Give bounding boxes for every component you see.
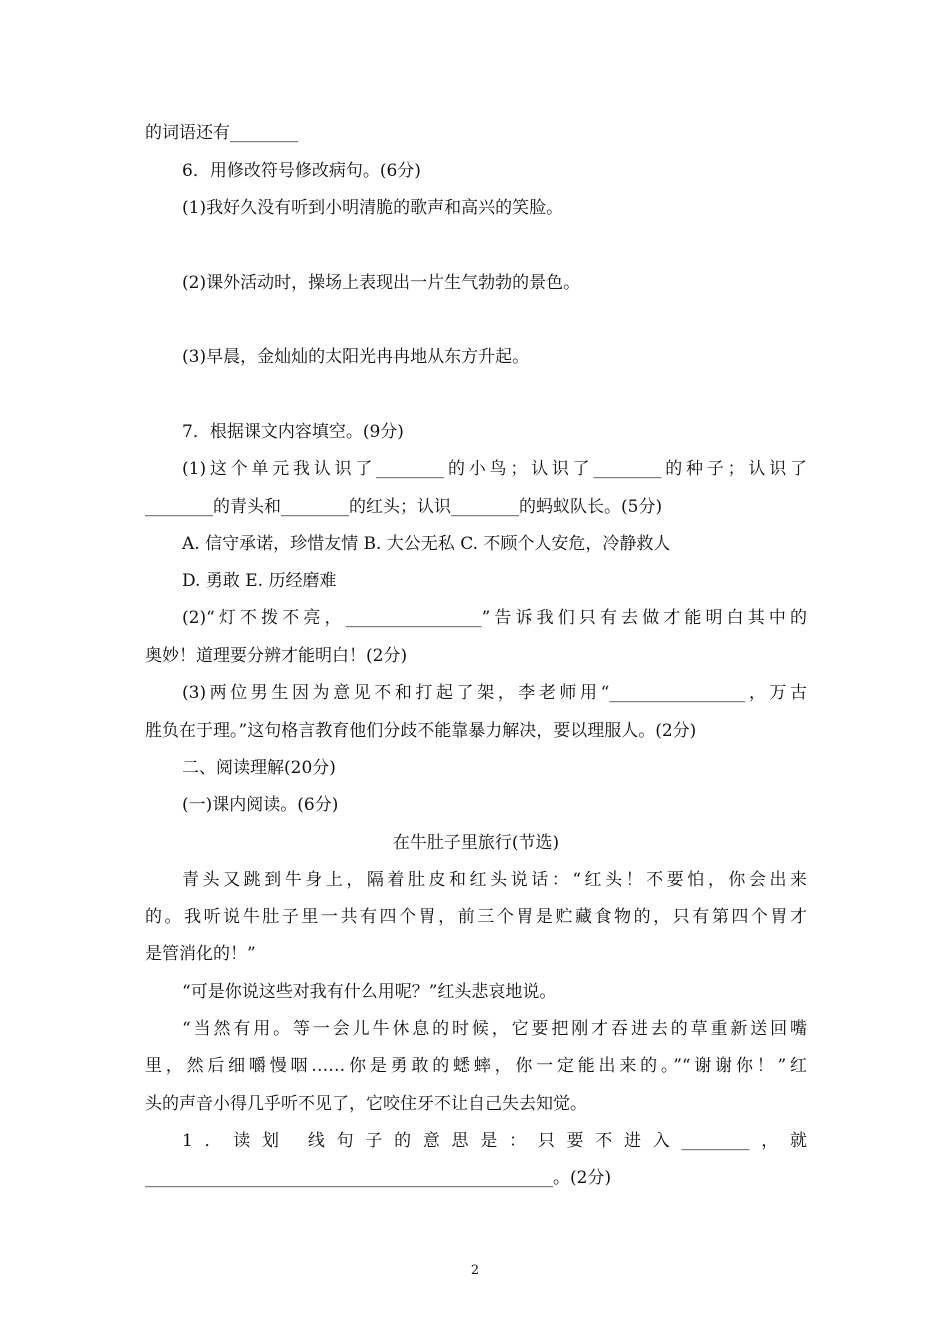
question-7-heading: 7．根据课文内容填空。(9分) — [182, 422, 404, 442]
text-line: 的词语还有________ — [145, 123, 298, 143]
page-number: 2 — [470, 1263, 480, 1278]
options-line: A. 信守承诺，珍惜友情 B. 大公无私 C. 不顾个人安危，冷静救人 — [182, 534, 671, 554]
subsection-heading: (一)课内阅读。(6分) — [182, 795, 339, 815]
passage-line: 里，然后细嚼慢咽……你是勇敢的蟋蟀，你一定能出来的。”“谢谢你！”红 — [145, 1056, 807, 1076]
question-6-item-3: (3)早晨，金灿灿的太阳光冉冉地从东方升起。 — [182, 347, 530, 367]
question-7-item-1: (1)这个单元我认识了________的小鸟；认识了________的种子；认识了 — [182, 459, 807, 479]
question-6-item-2: (2)课外活动时，操场上表现出一片生气勃勃的景色。 — [182, 273, 581, 293]
question-7-item-2: (2)“灯不拨不亮，________________”告诉我们只有去做才能明白其中的 — [182, 608, 807, 628]
options-line: D. 勇敢 E. 历经磨难 — [182, 571, 337, 591]
passage-line: 头的声音小得几乎听不见了，它咬住牙不让自己失去知觉。 — [145, 1094, 587, 1114]
text-line: 胜负在于理。”这句格言教育他们分歧不能靠暴力解决，要以理服人。(2分) — [145, 721, 697, 741]
passage-line: “当然有用。等一会儿牛休息的时候，它要把刚才吞进去的草重新送回嘴 — [182, 1019, 807, 1039]
reading-question-1: 1．读划 线句子的意思是：只要不进入________，就 — [182, 1131, 807, 1151]
section-2-heading: 二、阅读理解(20分) — [182, 758, 336, 778]
question-6-heading: 6．用修改符号修改病句。(6分) — [182, 161, 421, 181]
text-line: ________________________________________________。(2分) — [145, 1168, 612, 1188]
text-line: 奥妙！道理要分辨才能明白！(2分) — [145, 646, 408, 666]
question-7-item-3: (3)两位男生因为意见不和打起了架，李老师用“________________，万古 — [182, 683, 807, 703]
passage-line: 是管消化的！” — [145, 944, 256, 964]
text-line: ________的青头和________的红头；认识________的蚂蚁队长。(5分) — [145, 497, 663, 517]
passage-line: 青头又跳到牛身上，隔着肚皮和红头说话：“红头！不要怕，你会出来 — [182, 870, 807, 890]
question-6-item-1: (1)我好久没有听到小明清脆的歌声和高兴的笑脸。 — [182, 198, 564, 218]
passage-title: 在牛肚子里旅行(节选) — [392, 833, 560, 853]
passage-line: “可是你说这些对我有什么用呢？”红头悲哀地说。 — [182, 982, 557, 1002]
passage-line: 的。我听说牛肚子里一共有四个胃，前三个胃是贮藏食物的，只有第四个胃才 — [145, 907, 807, 927]
